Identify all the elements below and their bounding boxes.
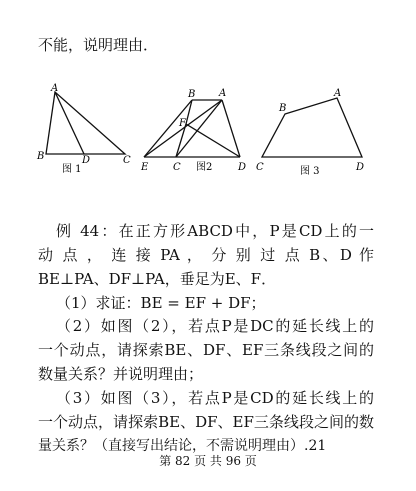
problem-line-4: （1）求证：BE = EF + DF； xyxy=(56,294,266,312)
fig1-label-C: C xyxy=(123,155,131,166)
page-footer: 第 82 页 共 96 页 xyxy=(159,454,257,468)
fig2-line-AD xyxy=(222,100,240,157)
fig2-label-E: E xyxy=(141,162,149,173)
fig1-label-A: A xyxy=(51,83,59,94)
fig3-caption: 图 3 xyxy=(300,166,320,177)
problem-line-1: 例 44：在正方形ABCD中，P是CD上的一 xyxy=(56,222,374,240)
fig2-label-B: B xyxy=(188,89,196,100)
fig1-label-D: D xyxy=(82,155,91,166)
problem-line-7: 数量关系？并说明理由； xyxy=(38,365,204,383)
top-line: 不能，说明理由． xyxy=(38,36,159,54)
fig3-label-D: D xyxy=(356,162,365,173)
figure-3 xyxy=(262,98,362,157)
fig3-label-C: C xyxy=(256,162,264,173)
fig1-label-B: B xyxy=(37,151,45,162)
problem-line-6: 一个动点，请探索BE、DF、EF三条线段之间的 xyxy=(38,341,374,359)
fig1-line-AD xyxy=(55,92,84,154)
fig3-quadrilateral xyxy=(262,98,362,157)
figures-panel xyxy=(0,82,416,182)
fig2-label-D: D xyxy=(238,162,247,173)
fig2-label-C: C xyxy=(173,162,181,173)
problem-line-2: 动 点 ， 连 接 PA ， 分 别 过 点 B、D 作 xyxy=(38,246,374,264)
problem-line-5: （2）如图（2），若点P是DC的延长线上的 xyxy=(56,317,374,335)
fig2-caption: 图2 xyxy=(196,162,213,173)
fig3-label-B: B xyxy=(279,103,287,114)
fig1-caption: 图 1 xyxy=(62,164,82,175)
fig2-label-F: F xyxy=(179,118,186,129)
fig3-label-A: A xyxy=(334,88,342,99)
figure-1 xyxy=(46,92,125,154)
problem-line-8: （3）如图（3），若点P是CD的延长线上的 xyxy=(56,389,374,407)
problem-line-10: 量关系？（直接写出结论，不需说明理由）.21 xyxy=(38,438,327,454)
problem-line-9: 一个动点，请探索BE、DF、EF三条线段之间的数 xyxy=(38,413,374,431)
fig2-label-A: A xyxy=(219,88,227,99)
fig2-line-DF xyxy=(186,124,240,157)
figure-2 xyxy=(144,100,240,157)
fig1-triangle xyxy=(46,92,125,154)
problem-line-3: BE⊥PA、DF⊥PA，垂足为E、F． xyxy=(38,270,277,288)
